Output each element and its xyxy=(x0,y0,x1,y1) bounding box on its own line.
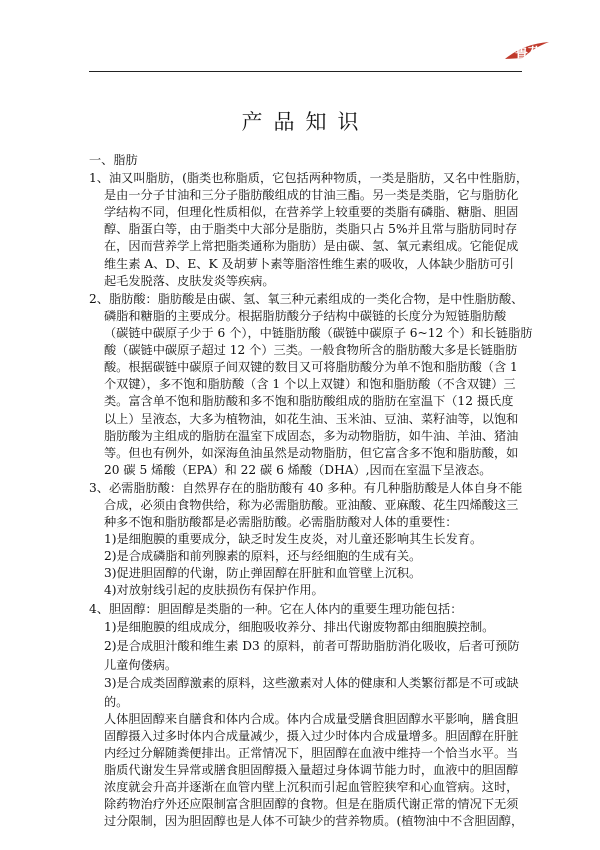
text-line: 个双键），多不饱和脂肪酸（含 1 个以上双键）和饱和脂肪酸（不含双键）三 xyxy=(104,377,516,391)
text-line: 固醇摄入过多时体内合成量减少，摄入过少时体内合成量增多。胆固醇在肝脏 xyxy=(104,729,519,743)
brand-logo xyxy=(503,38,551,64)
text-line: 2、脂肪酸：脂肪酸是由碳、氢、氧三种元素组成的一类化合物，是中性脂肪酸、 xyxy=(89,292,524,306)
text-line: 在，因而营养学上常把脂类通称为脂肪）是由碳、氢、氧元素组成。它能促成 xyxy=(104,239,519,253)
logo-text: 鲁花 xyxy=(514,46,542,61)
text-line: 1、油又叫脂肪，(脂类也称脂质，它包括两种物质，一类是脂肪，又名中性脂肪， xyxy=(89,171,529,185)
text-line: 脂质代谢发生异常或膳食胆固醇摄入量超过身体调节能力时，血液中的胆固醇 xyxy=(104,763,519,777)
text-line: 酸（碳链中碳原子超过 12 个）三类。一般食物所含的脂肪酸大多是长链脂肪 xyxy=(104,343,518,357)
text-line: 种多不饱和脂肪酸都是必需脂肪酸。必需脂肪酸对人体的重要性： xyxy=(104,515,458,529)
text-line: 过分限制，因为胆固醇也是人体不可缺少的营养物质。(植物油中不含胆固醇， xyxy=(104,814,524,828)
text-line: 等。但也有例外，如深海鱼油虽然是动物脂肪，但它富含多不饱和脂肪酸，如 xyxy=(104,446,519,460)
text-line: 以上）呈液态，大多为植物油，如花生油、玉米油、豆油、菜籽油等，以饱和 xyxy=(104,412,519,426)
text-line: 维生素 A、D、E、K 及胡萝卜素等脂溶性维生素的吸收，人体缺少脂肪可引 xyxy=(104,257,514,271)
header-rule xyxy=(89,71,522,72)
text-line: 是由一分子甘油和三分子脂肪酸组成的甘油三酯。另一类是类脂，它与脂肪化 xyxy=(104,188,519,202)
text-line: 浓度就会升高并逐渐在血管内壁上沉积而引起血管腔狭窄和心血管病。这时， xyxy=(104,780,519,794)
text-line: 内经过分解随粪便排出。正常情况下，胆固醇在血液中维持一个恰当水平。当 xyxy=(104,746,519,760)
text-line: 4)对放射线引起的皮肤损伤有保护作用。 xyxy=(104,583,324,597)
text-line: 起毛发脱落、皮肤发炎等疾病。 xyxy=(104,274,275,288)
text-line: 除药物治疗外还应限制富含胆固醇的食物。但是在脂质代谢正常的情况下无须 xyxy=(104,797,519,811)
text-line: （碳链中碳原子少于 6 个），中链脂肪酸（碳链中碳原子 6~12 个）和长链脂肪 xyxy=(104,326,533,340)
text-line: 醇、脂蛋白等，由于脂类中大部分是脂肪，类脂只占 5%并且常与脂肪同时存 xyxy=(104,222,518,236)
text-line: 酸。根据碳链中碳原子间双键的数目又可将脂肪酸分为单不饱和脂肪酸（含 1 xyxy=(104,360,518,374)
text-line: 4、胆固醇：胆固醇是类脂的一种。它在人体内的重要生理功能包括： xyxy=(89,602,463,616)
section-heading-fat: 一、脂肪 xyxy=(89,153,138,167)
text-line: 3)是合成类固醇激素的原料，这些激素对人体的健康和人类繁衍都是不可或缺 xyxy=(104,676,519,690)
text-line: 类。富含单不饱和脂肪酸和多不饱和脂肪酸组成的脂肪在室温下（12 摄氏度 xyxy=(104,394,514,408)
text-line: 脂肪酸为主组成的脂肪在温室下成固态，多为动物脂肪，如牛油、羊油、猪油 xyxy=(104,429,519,443)
text-line: 1)是细胞膜的组成成分，细胞吸收养分、排出代谢废物都由细胞膜控制。 xyxy=(104,620,495,634)
text-line: 合成，必须由食物供给，称为必需脂肪酸。亚油酸、亚麻酸、花生四烯酸这三 xyxy=(104,498,519,512)
page-title: 产品知识 xyxy=(241,110,370,134)
text-line: 1)是细胞膜的重要成分，缺乏时发生皮炎，对儿童还影响其生长发育。 xyxy=(104,532,483,546)
text-line: 2)是合成胆汁酸和维生素 D3 的原料，前者可帮助脂肪消化吸收，后者可预防 xyxy=(104,639,520,653)
text-line: 学结构不同，但理化性质相似，在营养学上较重要的类脂有磷脂、糖脂、胆固 xyxy=(104,205,519,219)
text-line: 的。 xyxy=(104,695,129,709)
text-line: 磷脂和糖脂的主要成分。根据脂肪酸分子结构中碳链的长度分为短链脂肪酸 xyxy=(104,309,507,323)
text-line: 2)是合成磷脂和前列腺素的原料，还与经细胞的生成有关。 xyxy=(104,549,422,563)
text-line: 20 碳 5 烯酸（EPA）和 22 碳 6 烯酸（DHA）,因而在室温下呈液态。 xyxy=(104,463,492,477)
text-line: 3、必需脂肪酸：自然界存在的脂肪酸有 40 多种。有几种脂肪酸是人体自身不能 xyxy=(89,481,523,495)
text-line: 儿童佝偻病。 xyxy=(104,658,178,672)
text-line: 3)促进胆固醇的代谢，防止弹固醇在肝脏和血管壁上沉积。 xyxy=(104,566,422,580)
text-line: 人体胆固醇来自膳食和体内合成。体内合成量受膳食胆固醇水平影响，膳食胆 xyxy=(104,712,519,726)
